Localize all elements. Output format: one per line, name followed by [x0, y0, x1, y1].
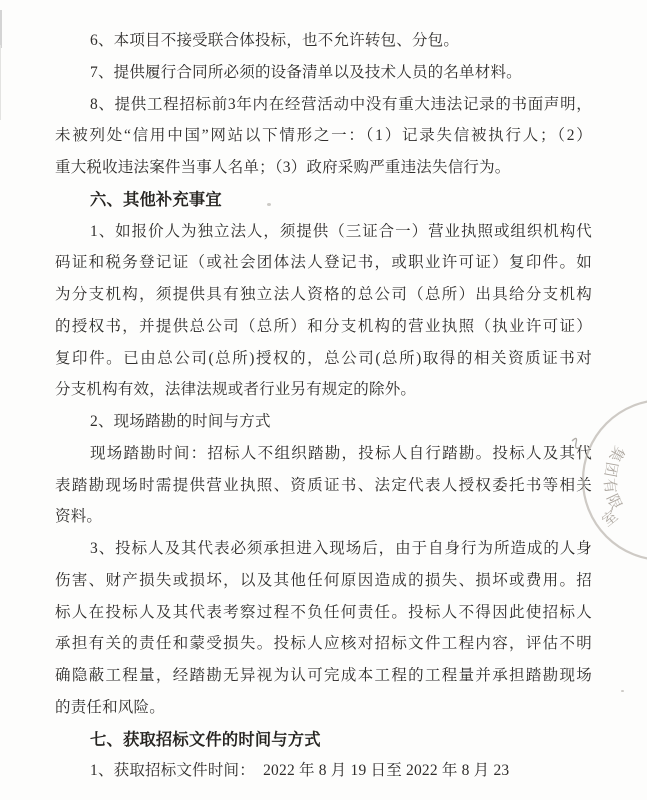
text-line: 的授权书，并提供总公司（总所）和分支机构的营业执照（执业许可证） — [55, 317, 592, 335]
text-line: 码证和税务登记证（或社会团体法人登记书，或职业许可证）复印件。如 — [55, 254, 592, 272]
text-line: 复印件。已由总公司(总所)授权的，总公司(总所)取得的相关资质证书对 — [55, 349, 592, 367]
text-line: 8、提供工程招标前3年内在经营活动中没有重大违法记录的书面声明， — [90, 95, 592, 113]
text-line: 1、获取招标文件时间： 2022 年 8 月 19 日至 2022 年 8 月 23 — [90, 762, 510, 780]
text-line: 分支机构有效，法律法规或者行业另有规定的除外。 — [55, 381, 417, 399]
scan-artifact-left-shadow — [0, 45, 1, 120]
scan-speck — [621, 690, 624, 692]
seal-arc-text: 集团有限公司 — [550, 363, 627, 516]
text-line: 未被列处“信用中国”网站以下情形之一：（1）记录失信被执行人；（2） — [55, 127, 592, 145]
text-line: 6、本项目不接受联合体投标，也不允许转包、分包。 — [90, 32, 460, 49]
text-line: 现场踏勘时间：招标人不组织踏勘，投标人自行踏勘。投标人及其代 — [90, 444, 592, 462]
text-line: 表踏勘现场时需提供营业执照、资质证书、法定代表人授权委托书等相关 — [55, 476, 592, 494]
seal-inner-text: 室 — [599, 508, 622, 531]
text-line: 确隐蔽工程量，经踏勘无异视为认可完成本工程的工程量并承担踏勘现场 — [55, 667, 592, 684]
text-line: 的责任和风险。 — [55, 698, 165, 716]
text-line: 3、投标人及其代表必须承担进入现场后，由于自身行为所造成的人身 — [90, 540, 592, 557]
text-line: 7、提供履行合同所必须的设备清单以及技术人员的名单材料。 — [90, 63, 522, 81]
scan-artifact-left-edge — [0, 10, 2, 48]
text-line: 为分支机构，须提供具有独立法人资格的总公司（总所）出具给分支机构 — [55, 286, 592, 303]
text-line: 伤害、财产损失或损坏，以及其他任何原因造成的损失、损坏或费用。招 — [55, 571, 592, 589]
text-line: 标人在投标人及其代表考察过程不负任何责任。投标人不得因此使招标人 — [55, 603, 592, 621]
seal-ring — [583, 400, 647, 560]
text-line: 2、现场踏勘的时间与方式 — [90, 413, 271, 430]
text-line: 承担有关的责任和蒙受损失。投标人应核对招标文件工程内容，评估不明 — [55, 635, 592, 653]
document-body — [55, 25, 592, 787]
section-heading: 七、获取招标文件的时间与方式 — [90, 729, 321, 749]
text-line: 重大税收违法案件当事人名单；（3）政府采购严重违法失信行为。 — [55, 159, 511, 176]
section-heading: 六、其他补充事宜 — [90, 189, 222, 209]
text-line: 1、如报价人为独立法人，须提供（三证合一）营业执照或组织机构代 — [90, 222, 592, 240]
text-line: 资料。 — [55, 508, 103, 526]
